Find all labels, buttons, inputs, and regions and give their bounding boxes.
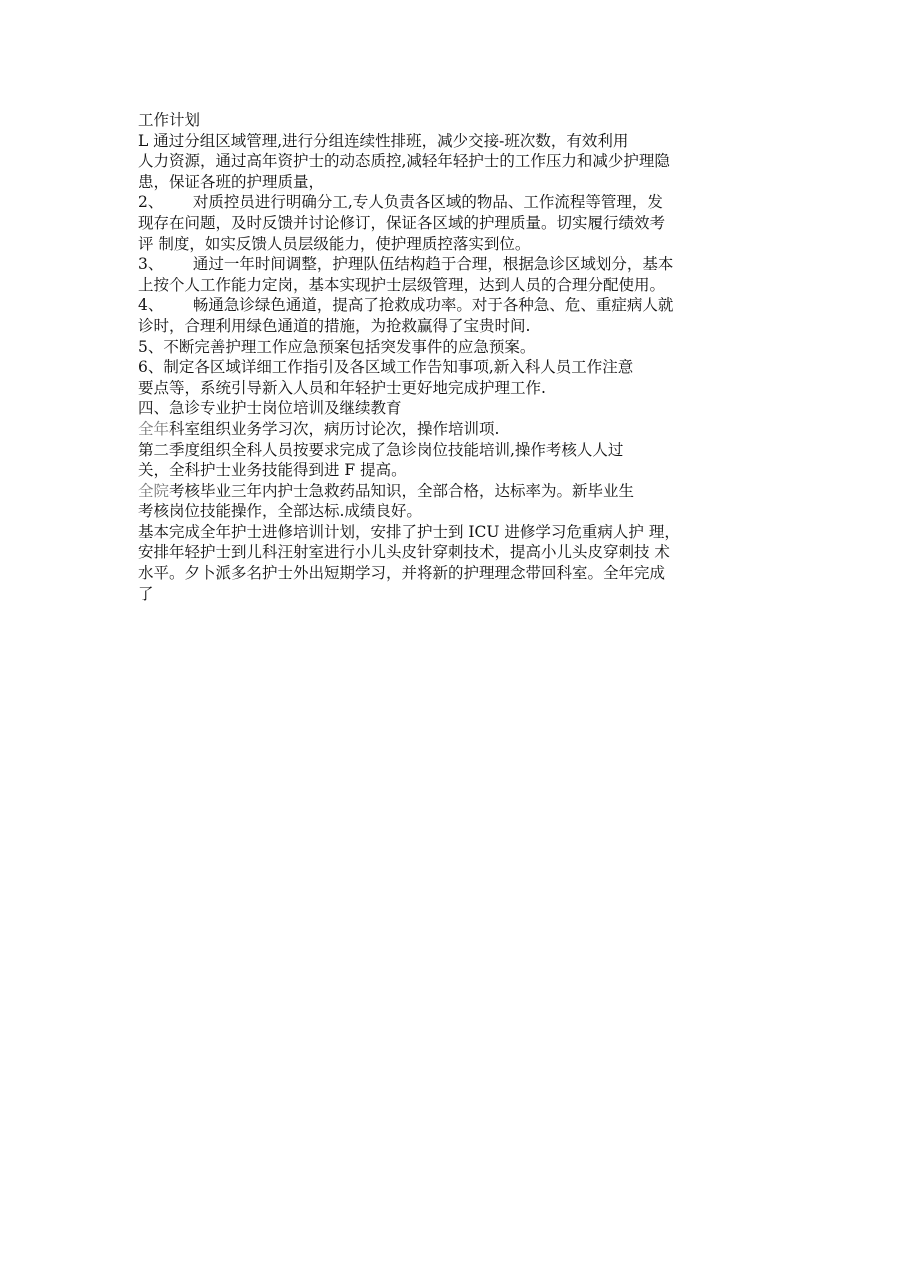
- paragraph-line: 要点等，系统引导新入人员和年轻护士更好地完成护理工作.: [138, 378, 546, 397]
- document-body: [138, 110, 768, 604]
- paragraph-line: 现存在问题，及时反馈并讨论修订，保证各区域的护理质量。切实履行绩效考: [138, 213, 666, 232]
- paragraph-line: 安排年轻护士到儿科汪射室进行小儿头皮针穿刺技术，提高小儿头皮穿刺技 术: [138, 543, 670, 562]
- section-heading: 四、急诊专业护士岗位培训及继续教育: [138, 399, 402, 418]
- line-text: 科室组织业务学习次，病历讨论次，操作培训项.: [169, 419, 500, 438]
- paragraph-line: 上按个人工作能力定岗，基本实现护士层级管理，达到人员的合理分配使用。: [138, 275, 666, 294]
- faded-prefix: 全年: [138, 419, 170, 438]
- line-text: 考核毕业三年内护士急救药品知识，全部合格，达标率为。新毕业生: [169, 481, 635, 500]
- paragraph-line: [138, 481, 768, 502]
- paragraph-line: 第二季度组织全科人员按要求完成了急诊岗位技能培训,操作考核人人过: [138, 440, 624, 459]
- paragraph-line: 水平。夕卜派多名护士外出短期学习，并将新的护理理念带回科室。全年完成: [138, 564, 666, 583]
- paragraph-line: 基本完成全年护士进修培训计划，安排了护士到 ICU 进修学习危重病人护 理，: [138, 522, 680, 541]
- document-title: 工作计划: [138, 111, 201, 129]
- paragraph-line: 6、制定各区域详细工作指引及各区域工作告知事项,新入科人员工作注意: [138, 358, 634, 377]
- paragraph-line: 关，全科护士业务技能得到进 F 提高。: [138, 461, 407, 480]
- paragraph-line: 诊时，合理利用绿色通道的措施，为抢救赢得了宝贵时间.: [138, 316, 531, 335]
- paragraph-line: 5、不断完善护理工作应急预案包括突发事件的应急预案。: [138, 337, 536, 356]
- paragraph-line: 评 制度，如实反馈人员层级能力，使护理质控落实到位。: [138, 234, 531, 253]
- paragraph-line: 考核岗位技能操作，全部达标.成绩良好。: [138, 502, 422, 521]
- paragraph-line: 3、 通过一年时间调整，护理队伍结构趋于合理，根据急诊区域划分，基本: [138, 255, 674, 274]
- paragraph-line: 2、 对质控员进行明确分工,专人负责各区域的物品、工作流程等管理，发: [138, 193, 663, 212]
- paragraph-line: 4、 畅通急诊绿色通道，提高了抢救成功率。对于各种急、危、重症病人就: [138, 296, 674, 315]
- paragraph-line: 人力资源，通过高年资护士的动态质控,减轻年轻护士的工作压力和减少护理隐: [138, 152, 670, 171]
- paragraph-line: L 通过分组区域管理,进行分组连续性排班，减少交接-班次数，有效利用: [138, 131, 629, 150]
- faded-prefix: 全院: [138, 481, 170, 500]
- paragraph-line: [138, 419, 768, 440]
- paragraph-line: 患，保证各班的护理质量，: [138, 172, 325, 191]
- paragraph-line: 了: [138, 584, 154, 603]
